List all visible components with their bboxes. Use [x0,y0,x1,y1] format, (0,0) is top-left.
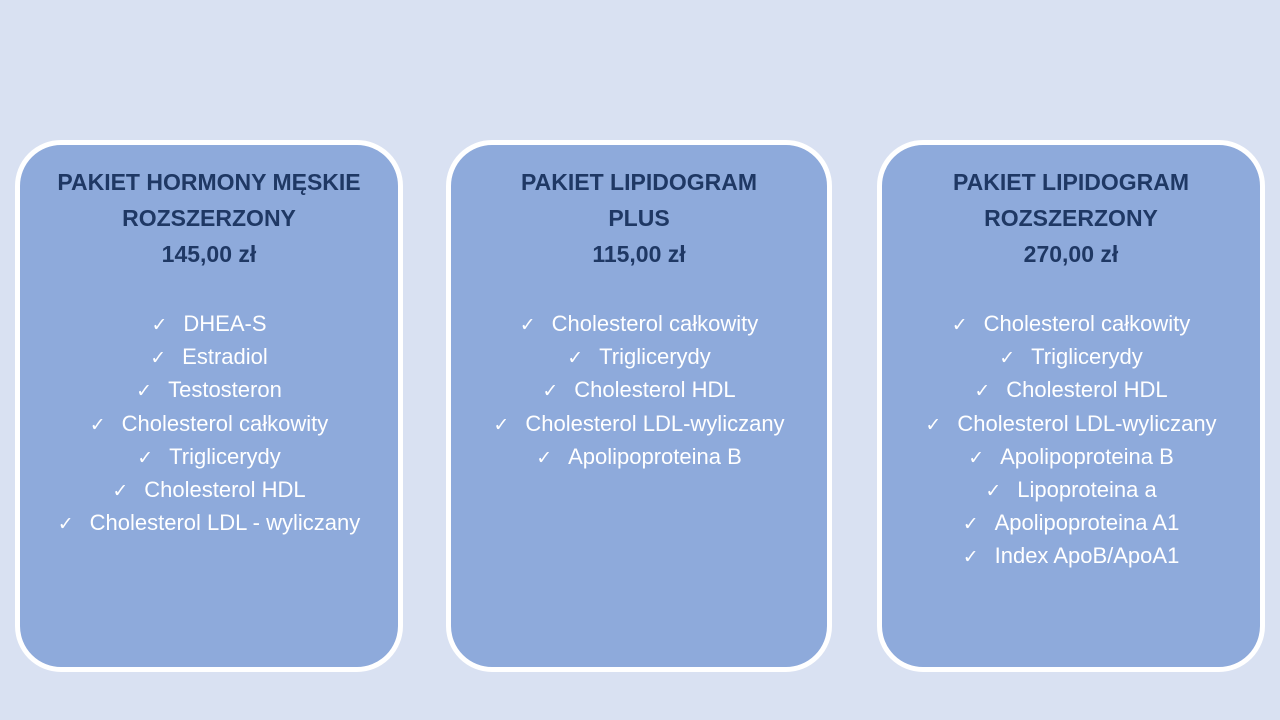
check-mark-icon: ✓ [542,380,559,403]
list-item-label: Index ApoB/ApoA1 [994,543,1180,569]
list-item-label: Cholesterol HDL [1006,377,1168,403]
package-price: 270,00 zł [1023,241,1119,267]
package-title-line2: PLUS [608,205,670,231]
list-item [20,308,398,341]
package-title [882,164,1260,236]
check-mark-icon: ✓ [962,513,979,536]
list-item-label: Cholesterol HDL [144,477,306,503]
list-item [20,507,398,540]
check-mark-icon: ✓ [951,314,968,336]
package-title [451,164,827,236]
list-item [20,341,398,374]
check-mark-icon: ✓ [137,446,154,469]
package-card-lipidogram-plus [446,140,832,672]
list-item [882,441,1260,474]
check-mark-icon: ✓ [493,413,510,436]
package-item-list [20,308,398,540]
list-item-label: Testosteron [168,377,282,403]
package-card-hormony-meskie [15,140,403,672]
package-title-line2: ROZSZERZONY [122,205,296,231]
list-item-label: Apolipoproteina B [568,443,742,469]
list-item-label: Cholesterol całkowity [983,311,1191,336]
check-mark-icon: ✓ [974,380,991,403]
check-mark-icon: ✓ [567,347,584,370]
check-mark-icon: ✓ [962,546,979,569]
package-title-line1: PAKIET LIPIDOGRAM [953,169,1189,195]
list-item [451,374,827,407]
list-item [451,441,827,474]
check-mark-icon: ✓ [985,480,1002,503]
list-item [20,441,398,474]
package-item-list [882,308,1260,574]
list-item-label: DHEA-S [183,311,267,336]
package-title-line2: ROZSZERZONY [984,205,1158,231]
list-item [882,408,1260,441]
package-price: 115,00 zł [592,241,686,267]
check-mark-icon: ✓ [89,413,106,436]
list-item-label: Apolipoproteina B [1000,443,1174,469]
list-item-label: Apolipoproteina A1 [994,510,1180,536]
list-item [20,474,398,507]
list-item [20,374,398,407]
list-item [882,540,1260,573]
list-item-label: Cholesterol HDL [574,377,736,403]
list-item-label: Cholesterol LDL-wyliczany [957,410,1217,436]
check-mark-icon: ✓ [112,480,129,503]
list-item [882,308,1260,341]
package-title [20,164,398,236]
package-title-line1: PAKIET LIPIDOGRAM [521,169,757,195]
list-item [882,474,1260,507]
check-mark-icon: ✓ [151,314,168,336]
list-item [882,341,1260,374]
package-price: 145,00 zł [161,241,257,267]
check-mark-icon: ✓ [999,347,1016,370]
check-mark-icon: ✓ [536,446,553,469]
check-mark-icon: ✓ [519,314,536,336]
list-item-label: Cholesterol LDL-wyliczany [525,410,785,436]
package-card-lipidogram-rozszerzony [877,140,1265,672]
list-item-label: Triglicerydy [1031,344,1143,370]
list-item-label: Triglicerydy [169,443,281,469]
check-mark-icon: ✓ [150,347,167,370]
list-item [451,408,827,441]
check-mark-icon: ✓ [968,446,985,469]
list-item [882,507,1260,540]
list-item-label: Estradiol [182,344,268,370]
check-mark-icon: ✓ [925,413,942,436]
package-item-list [451,308,827,474]
list-item [882,374,1260,407]
list-item [451,308,827,341]
list-item-label: Cholesterol całkowity [551,311,759,336]
check-mark-icon: ✓ [57,513,74,536]
list-item [451,341,827,374]
list-item-label: Lipoproteina a [1017,477,1157,503]
list-item-label: Cholesterol całkowity [121,410,329,436]
package-title-line1: PAKIET HORMONY MĘSKIE [57,169,361,195]
check-mark-icon: ✓ [136,380,153,403]
list-item [20,408,398,441]
list-item-label: Triglicerydy [599,344,711,370]
list-item-label: Cholesterol LDL - wyliczany [89,510,361,536]
